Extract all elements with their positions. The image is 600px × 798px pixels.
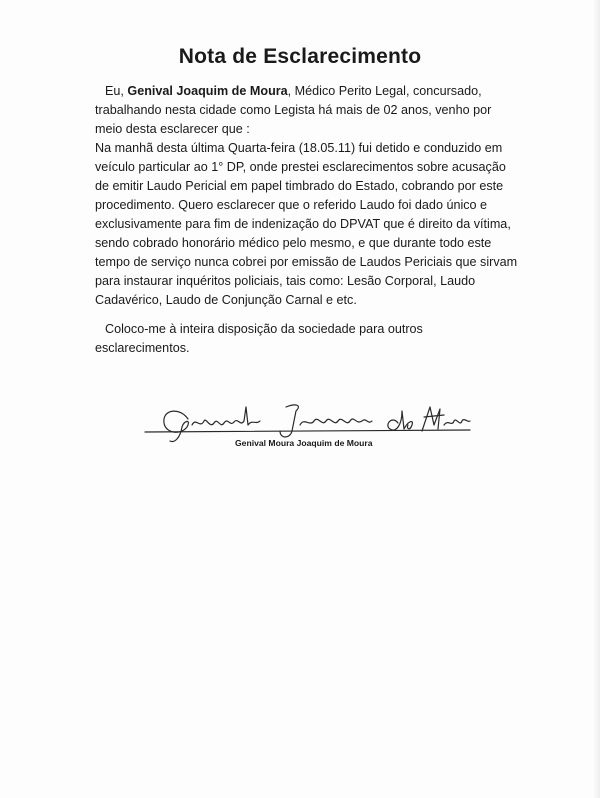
scan-edge (592, 0, 600, 798)
paragraph-3-line-1: Coloco-me à inteira disposição da sociedade para outros (105, 322, 423, 336)
signatory-name: Genival Moura Joaquim de Moura (235, 438, 373, 448)
paragraph-2-line-4: procedimento. Quero esclarecer que o referido Laudo foi dado único e (95, 198, 488, 212)
paragraph-2-line-8: para instaurar inquéritos policiais, tais como: Lesão Corporal, Laudo (95, 274, 476, 288)
author-name: Genival Joaquim de Moura (127, 84, 288, 98)
signature-block (140, 395, 480, 465)
document-title: Nota de Esclarecimento (178, 45, 422, 68)
paragraph-2-line-5: exclusivamente para fim de indenização do DPVAT que é direito da vítima, (95, 217, 511, 231)
paragraph-3-line-2: esclarecimentos. (95, 341, 190, 355)
paragraph-2-line-9: Cadavérico, Laudo de Conjunção Carnal e etc. (95, 293, 357, 307)
paragraph-2-line-6: sendo cobrado honorário médico pelo mesmo, e que durante todo este (95, 236, 492, 250)
paragraph-2-line-3: de emitir Laudo Pericial em papel timbrado do Estado, cobrando por este (95, 179, 504, 193)
paragraph-2-line-7: tempo de serviço nunca cobrei por emissão de Laudos Periciais que sirvam (95, 255, 518, 269)
paragraph-2-line-2: veículo particular ao 1° DP, onde prestei esclarecimentos sobre acusação (95, 160, 506, 174)
paragraph-1-line-2: trabalhando nesta cidade como Legista há mais de 02 anos, venho por (95, 103, 492, 117)
paragraph-1-line-1 (95, 82, 535, 101)
intro-rest: , Médico Perito Legal, concursado, (287, 84, 482, 98)
paragraph-2-line-1: Na manhã desta última Quarta-feira (18.05.11) fui detido e conduzido em (95, 141, 503, 155)
intro-text: Eu, (105, 84, 128, 98)
paragraph-1-line-3: meio desta esclarecer que : (95, 122, 250, 136)
paragraph-gap (95, 310, 535, 320)
document-body (95, 82, 535, 358)
